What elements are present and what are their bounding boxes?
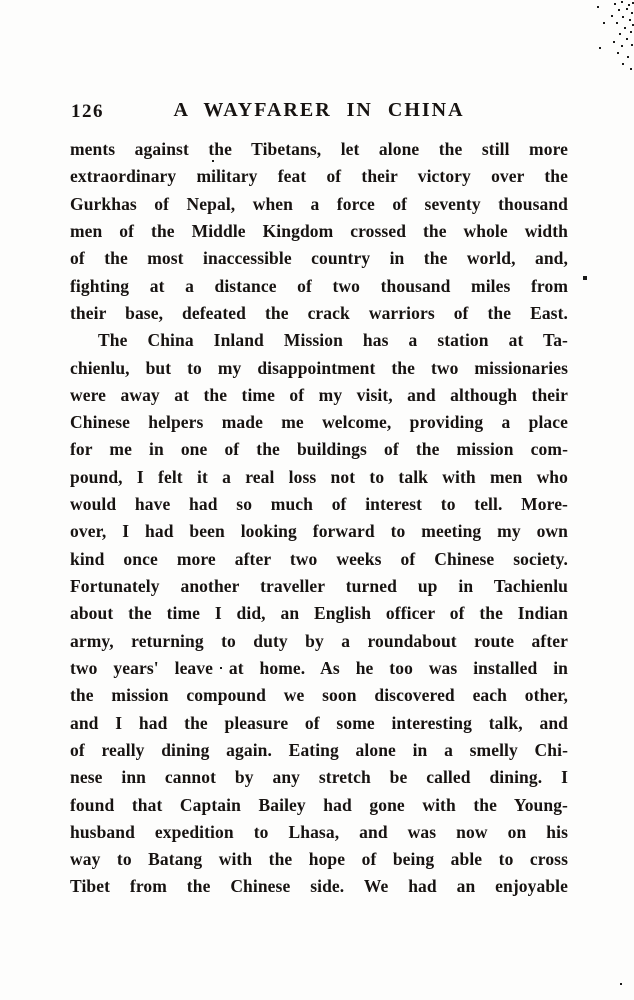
text-line: about the time I did, an English officer of the Indian (70, 603, 568, 624)
text-line: army, returning to duty by a roundabout route after (70, 630, 568, 651)
text-line: of really dining again. Eating alone in a smelly Chi- (70, 739, 568, 760)
text-line: found that Captain Bailey had gone with the Young- (70, 794, 568, 815)
text-line: extraordinary military feat of their victory over the (70, 166, 568, 187)
text-line: their base, defeated the crack warriors of the East. (70, 302, 568, 323)
text-line: Chinese helpers made me welcome, providing a place (70, 412, 568, 433)
text-line: were away at the time of my visit, and although their (70, 384, 568, 405)
text-line: way to Batang with the hope of being able to cross (70, 849, 568, 870)
text-line: pound, I felt it a real loss not to talk with men who (70, 466, 568, 487)
text-line: two years' leave at home. As he too was installed in (70, 657, 568, 678)
running-title: A WAYFARER IN CHINA (173, 99, 465, 121)
text-line: fighting at a distance of two thousand miles from (70, 275, 568, 296)
text-line: chienlu, but to my disappointment the two missionaries (70, 357, 568, 378)
text-line: Tibet from the Chinese side. We had an enjoyable (70, 876, 568, 897)
text-line: ments against the Tibetans, let alone the still more (70, 139, 568, 159)
page-header (70, 99, 568, 125)
text-line: men of the Middle Kingdom crossed the whole width (70, 220, 568, 241)
text-line: and I had the pleasure of some interesting talk, and (70, 712, 568, 733)
text-line: would have had so much of interest to tell. More- (70, 494, 568, 515)
text-line: nese inn cannot by any stretch be called dining. I (70, 767, 568, 788)
text-line: over, I had been looking forward to meeting my own (70, 521, 568, 542)
text-line: of the most inaccessible country in the world, and, (70, 248, 568, 269)
page-number: 126 (71, 101, 104, 122)
text-line: the mission compound we soon discovered each other, (70, 685, 568, 706)
text-line: Fortunately another traveller turned up in Tachienlu (70, 576, 568, 596)
text-line: husband expedition to Lhasa, and was now on his (70, 821, 568, 842)
body-text (70, 136, 568, 901)
text-line: kind once more after two weeks of Chinese society. (70, 548, 568, 569)
text-line: for me in one of the buildings of the mission com- (70, 439, 568, 460)
text-line: Gurkhas of Nepal, when a force of seventy thousand (70, 193, 568, 214)
text-line-paragraph-start: The China Inland Mission has a station at Ta- (98, 330, 568, 351)
scan-noise-speckles (0, 0, 2, 2)
